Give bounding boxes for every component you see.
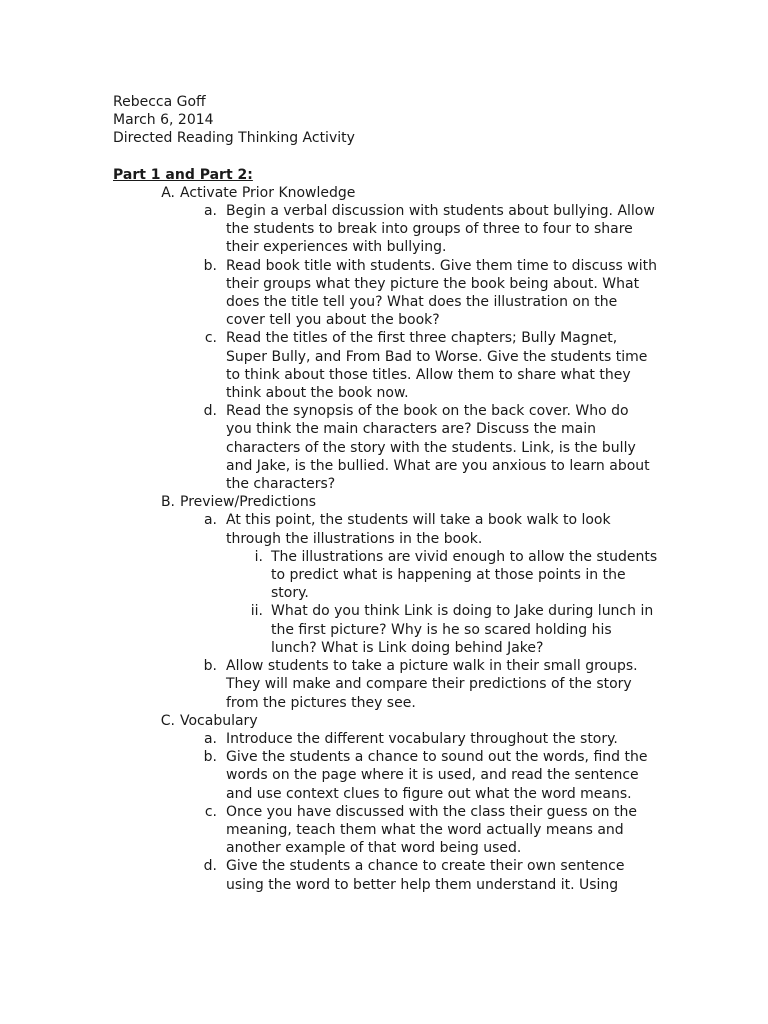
list-marker: A. bbox=[161, 184, 175, 201]
list-marker: a. bbox=[203, 203, 217, 220]
list-marker: ii. bbox=[250, 603, 263, 620]
list-item bbox=[113, 657, 658, 712]
list-marker: C. bbox=[160, 712, 175, 729]
list-marker: a. bbox=[203, 512, 217, 529]
section-b bbox=[113, 493, 658, 511]
section-heading: Vocabulary bbox=[180, 712, 258, 729]
list-item-text: Give the students a chance to sound out the words, find the words on the page where it is used, and read the sentence and use context clues to figure out what the word means. bbox=[226, 749, 648, 802]
list-item bbox=[113, 402, 658, 493]
list-item bbox=[113, 748, 658, 803]
list-item-text: Introduce the different vocabulary throughout the story. bbox=[226, 730, 618, 747]
list-marker: i. bbox=[254, 548, 263, 565]
list-marker: d. bbox=[203, 403, 217, 420]
list-item bbox=[113, 202, 658, 257]
list-item bbox=[113, 511, 658, 547]
list-item-text: Allow students to take a picture walk in their small groups. They will make and compare their predictions of the story from the pictures they see. bbox=[226, 658, 638, 711]
list-item-text: Read book title with students. Give them time to discuss with their groups what they picture the book being about. What does the title tell you? What does the illustration on the cover tell you about the book? bbox=[226, 257, 658, 329]
document-page bbox=[113, 93, 658, 894]
sub-list-item bbox=[113, 602, 658, 657]
list-item-text: At this point, the students will take a book walk to look through the illustrations in the book. bbox=[226, 512, 611, 547]
list-marker: b. bbox=[203, 257, 217, 274]
sub-list-item bbox=[113, 548, 658, 603]
author-name: Rebecca Goff bbox=[113, 94, 206, 110]
document-date: March 6, 2014 bbox=[113, 112, 214, 129]
list-marker: b. bbox=[203, 749, 217, 766]
blank-line bbox=[113, 148, 658, 166]
list-marker: d. bbox=[203, 858, 217, 875]
list-marker: a. bbox=[203, 730, 217, 747]
list-item-text: Begin a verbal discussion with students about bullying. Allow the students to break into groups of three to four to share their experiences with bullying. bbox=[226, 203, 655, 256]
list-item-text: What do you think Link is doing to Jake during lunch in the first picture? Why is he so scared holding his lunch? What is Link doing behind Jake? bbox=[271, 603, 654, 656]
list-item bbox=[113, 857, 658, 893]
list-item-text: Read the synopsis of the book on the back cover. Who do you think the main characters are? Discuss the main characters of the story with the students. Link, is the bully and Jake, is the bullied. What are you anxious to learn about the characters? bbox=[226, 403, 650, 493]
list-item-text: Give the students a chance to create their own sentence using the word to better help them understand it. Using bbox=[226, 858, 625, 893]
list-item-text: The illustrations are vivid enough to allow the students to predict what is happening at those points in the story. bbox=[271, 548, 658, 602]
section-heading: Preview/Predictions bbox=[180, 494, 317, 511]
list-marker: B. bbox=[160, 494, 175, 511]
list-item bbox=[113, 803, 658, 858]
list-item bbox=[113, 730, 658, 748]
part-heading: Part 1 and Part 2: bbox=[113, 166, 253, 183]
section-a bbox=[113, 184, 658, 202]
list-marker: c. bbox=[204, 803, 217, 820]
list-item bbox=[113, 329, 658, 402]
list-marker: b. bbox=[203, 658, 217, 675]
section-c bbox=[113, 712, 658, 730]
list-item bbox=[113, 257, 658, 330]
list-item-text: Once you have discussed with the class their guess on the meaning, teach them what the word actually means and another example of that word being used. bbox=[226, 803, 637, 857]
list-item-text: Read the titles of the first three chapters; Bully Magnet, Super Bully, and From Bad to Worse. Give the students time to think about those titles. Allow them to share what they think about the book now. bbox=[226, 330, 648, 402]
section-heading: Activate Prior Knowledge bbox=[180, 184, 356, 201]
document-title: Directed Reading Thinking Activity bbox=[113, 130, 355, 147]
list-marker: c. bbox=[204, 330, 217, 347]
